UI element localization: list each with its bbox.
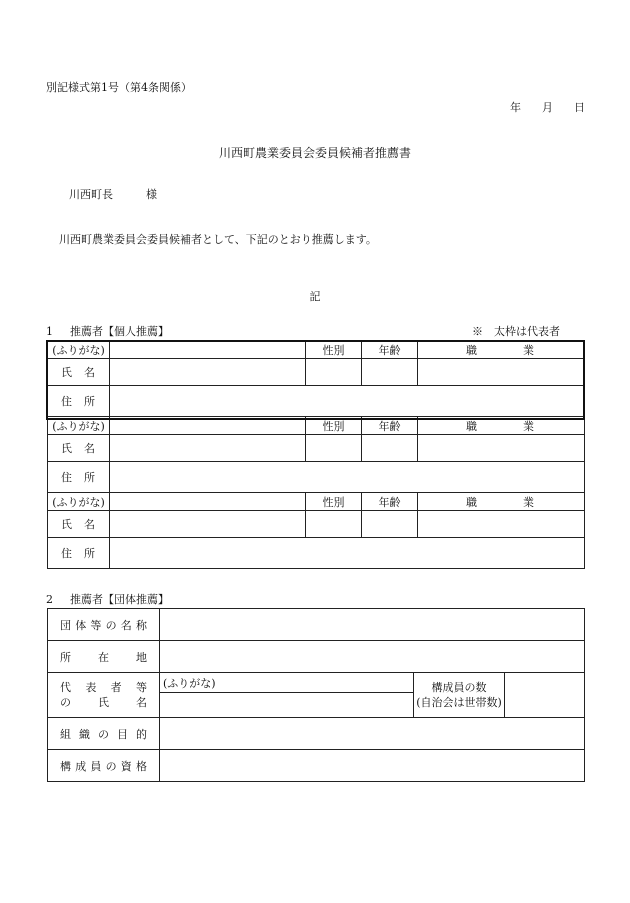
representative-furigana-label: (ふりがな) [163,676,216,690]
furigana-label-cell [48,493,110,511]
age-label: 年齢 [378,343,401,357]
label-char: 職 [466,495,477,509]
name-field[interactable] [110,435,306,462]
label-char: 格 [135,759,147,773]
label-char: 等 [90,618,102,632]
label-char: 業 [523,495,534,509]
label-char: 所 [84,547,95,560]
purpose-label [48,718,160,750]
age-label: 年齢 [378,419,401,433]
ki-marker: 記 [309,290,321,303]
org-name-label [48,609,160,641]
individual-recommender-table [47,340,585,569]
furigana-field[interactable] [110,341,306,359]
label-char: 体 [75,618,87,632]
section2-title: 推薦者【団体推薦】 [70,593,169,606]
person-3-address-row [48,538,585,569]
person-3-name-row [48,511,585,538]
address-label-cell [48,386,110,417]
label-char: 業 [523,343,534,357]
name-field[interactable] [110,359,306,386]
org-name-field[interactable] [160,609,585,641]
representative-name-label [48,673,160,718]
label-char: の [105,759,117,773]
label-char: 地 [136,650,147,664]
label-char: 成 [75,759,87,773]
label-char: 名 [84,442,95,455]
addressee [69,188,157,201]
label-char: 的 [136,727,147,741]
label-char: 所 [84,471,95,484]
label-char: 資 [120,759,132,773]
label-char: 氏 [61,442,72,455]
occupation-field[interactable] [418,435,585,462]
gender-label-cell [306,493,362,511]
form-number: 別記様式第1号（第4条関係） [46,81,192,94]
label-char: 名 [136,696,147,709]
addressee-name: 川西町長 [69,188,113,201]
gender-field[interactable] [306,435,362,462]
person-2-address-row [48,462,585,493]
members-count-field[interactable] [505,673,585,718]
label-char: 氏 [98,696,109,709]
occupation-label-cell [418,417,585,435]
label-char: 表 [85,681,97,694]
section2-heading [46,593,169,606]
location-label [48,641,160,673]
representative-furigana-field[interactable] [160,673,414,693]
label-char: 構 [60,759,71,773]
label-char: 織 [79,727,90,741]
person-1-name-row [48,359,585,386]
gender-label-cell [306,341,362,359]
date-month: 月 [542,101,553,114]
purpose-field[interactable] [160,718,585,750]
label-char: 職 [466,343,477,357]
address-label-cell [48,538,110,569]
label-char: 名 [84,366,95,379]
members-count-note: (自治会は世帯数) [416,696,502,709]
label-char: 組 [60,727,71,741]
label-char: 所 [84,395,95,408]
label-char: 住 [61,471,72,484]
label-char: 所 [60,650,71,664]
age-field[interactable] [362,435,418,462]
date-line [510,101,585,114]
qualification-label [48,750,160,782]
representative-note: ※ 太枠は代表者 [472,325,560,338]
person-3-furigana-row [48,493,585,511]
furigana-label: (ふりがな) [52,495,105,509]
members-count-text: 構成員の数 [431,681,487,694]
occupation-field[interactable] [418,359,585,386]
label-char: 住 [61,395,72,408]
address-field[interactable] [110,462,585,493]
label-char: 員 [90,759,102,773]
qualification-field[interactable] [160,750,585,782]
furigana-label: (ふりがな) [52,419,105,433]
label-char: 氏 [61,518,72,531]
occupation-label-cell [418,493,585,511]
representative-name-field[interactable] [160,693,414,718]
address-field[interactable] [110,386,585,417]
label-char: 目 [117,727,128,741]
gender-field[interactable] [306,359,362,386]
age-label-cell [362,493,418,511]
location-field[interactable] [160,641,585,673]
section2-number: 2 [46,593,53,606]
label-char: 者 [110,681,122,694]
name-label-cell [48,511,110,538]
label-char: 称 [135,618,147,632]
gender-field[interactable] [306,511,362,538]
occupation-label-cell [418,341,585,359]
label-char: の [105,618,117,632]
person-2-name-row [48,435,585,462]
furigana-field[interactable] [110,417,306,435]
gender-label: 性別 [322,495,345,509]
age-field[interactable] [362,359,418,386]
age-label-cell [362,417,418,435]
label-char: 業 [523,419,534,433]
furigana-label-cell [48,341,110,359]
gender-label: 性別 [322,343,345,357]
section1-title: 推薦者【個人推薦】 [70,325,169,338]
furigana-label: (ふりがな) [52,343,105,357]
date-day: 日 [574,101,585,114]
person-1-address-row [48,386,585,417]
label-char: 等 [135,681,147,694]
addressee-honorific: 様 [146,188,157,201]
section1-number: 1 [46,325,53,338]
organization-recommender-table [47,608,585,782]
label-char: 代 [60,681,71,694]
age-label: 年齢 [378,495,401,509]
label-char: 団 [60,618,71,632]
address-label-cell [48,462,110,493]
name-label-cell [48,435,110,462]
gender-label: 性別 [322,419,345,433]
label-char: 在 [98,650,109,664]
label-char: 名 [120,618,132,632]
person-2-furigana-row [48,417,585,435]
gender-label-cell [306,417,362,435]
label-char: の [60,696,71,709]
date-year: 年 [510,101,521,114]
address-field[interactable] [110,538,585,569]
furigana-label-cell [48,417,110,435]
members-count-label [414,673,505,718]
label-char: 住 [61,547,72,560]
label-char: 氏 [61,366,72,379]
intro-text: 川西町農業委員会委員候補者として、下記のとおり推薦します。 [59,233,377,246]
label-char: の [98,727,109,741]
age-label-cell [362,341,418,359]
occupation-field[interactable] [418,511,585,538]
document-title: 川西町農業委員会委員候補者推薦書 [218,146,411,160]
label-char: 職 [466,419,477,433]
furigana-field[interactable] [110,493,306,511]
name-field[interactable] [110,511,306,538]
person-1-furigana-row [48,341,585,359]
label-char: 名 [84,518,95,531]
section1-heading [46,325,169,338]
age-field[interactable] [362,511,418,538]
name-label-cell [48,359,110,386]
